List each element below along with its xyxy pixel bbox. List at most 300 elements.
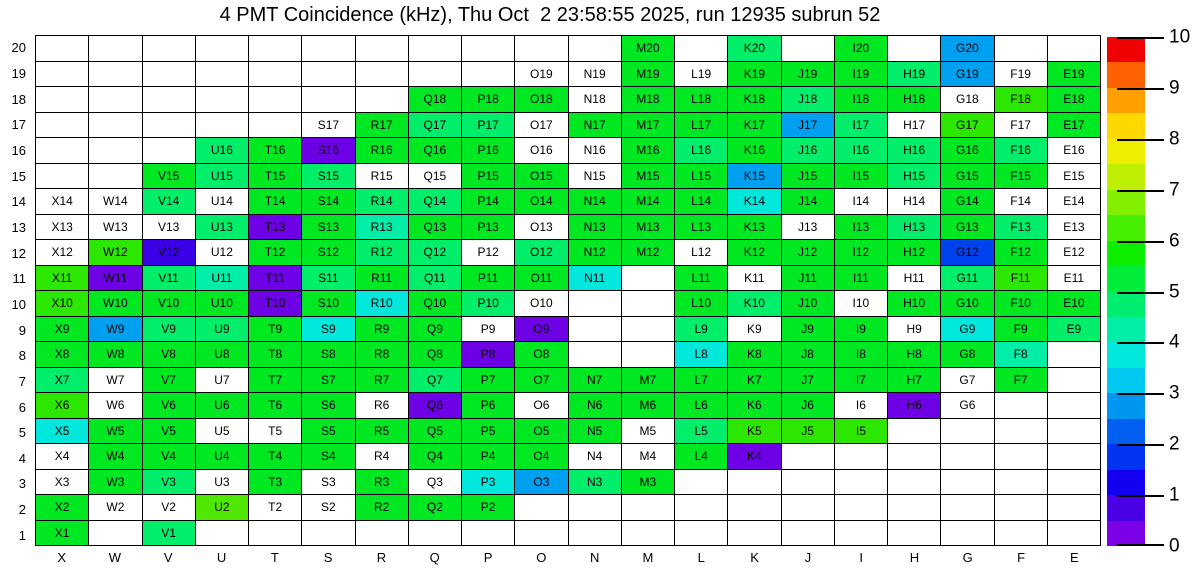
pmt-cell-S2: S2 [302,495,354,520]
pmt-cell-G7: G7 [941,368,993,393]
pmt-cell-empty [143,113,195,138]
x-axis-label: O [536,550,547,565]
pmt-cell-empty [941,521,993,546]
pmt-cell-E19: E19 [1048,62,1100,87]
pmt-cell-R17: R17 [356,113,408,138]
pmt-cell-M4: M4 [622,444,674,469]
pmt-cell-empty [782,470,834,495]
pmt-cell-T10: T10 [249,291,301,316]
pmt-cell-R16: R16 [356,138,408,163]
pmt-cell-G9: G9 [941,317,993,342]
pmt-cell-H15: H15 [888,164,940,189]
pmt-cell-empty [1048,444,1100,469]
pmt-cell-K20: K20 [728,36,780,61]
pmt-cell-F8: F8 [995,342,1047,367]
x-axis-label: P [483,550,493,565]
pmt-cell-empty [728,470,780,495]
colorbar-tick-label: 10 [1169,26,1191,48]
pmt-cell-empty [835,470,887,495]
pmt-cell-G16: G16 [941,138,993,163]
pmt-cell-N6: N6 [569,393,621,418]
pmt-cell-M6: M6 [622,393,674,418]
pmt-cell-H13: H13 [888,215,940,240]
y-axis-label: 8 [18,348,26,364]
y-axis-label: 13 [11,219,26,235]
pmt-cell-S15: S15 [302,164,354,189]
pmt-cell-empty [196,521,248,546]
pmt-cell-G19: G19 [941,62,993,87]
pmt-cell-empty [888,495,940,520]
pmt-cell-Q14: Q14 [409,189,461,214]
pmt-cell-J10: J10 [782,291,834,316]
pmt-cell-O5: O5 [515,419,567,444]
pmt-cell-K6: K6 [728,393,780,418]
pmt-cell-U9: U9 [196,317,248,342]
pmt-cell-L9: L9 [675,317,727,342]
x-axis-label: W [108,550,122,565]
y-axis-label: 18 [11,91,26,107]
pmt-cell-M16: M16 [622,138,674,163]
pmt-cell-N4: N4 [569,444,621,469]
pmt-cell-M15: M15 [622,164,674,189]
pmt-cell-R11: R11 [356,266,408,291]
pmt-cell-P3: P3 [462,470,514,495]
x-axis-label: G [962,550,973,565]
y-axis-label: 2 [18,502,26,518]
pmt-cell-T12: T12 [249,240,301,265]
pmt-cell-U6: U6 [196,393,248,418]
pmt-cell-K5: K5 [728,419,780,444]
pmt-cell-U14: U14 [196,189,248,214]
colorbar-scale [1107,26,1191,557]
pmt-cell-S13: S13 [302,215,354,240]
pmt-cell-empty [941,495,993,520]
pmt-cell-empty [622,521,674,546]
pmt-cell-U2: U2 [196,495,248,520]
pmt-cell-I12: I12 [835,240,887,265]
pmt-cell-empty [888,36,940,61]
pmt-cell-V1: V1 [143,521,195,546]
pmt-cell-I20: I20 [835,36,887,61]
pmt-cell-H12: H12 [888,240,940,265]
pmt-cell-P17: P17 [462,113,514,138]
pmt-cell-G8: G8 [941,342,993,367]
pmt-cell-O14: O14 [515,189,567,214]
y-axis-label: 7 [18,373,26,389]
pmt-cell-F10: F10 [995,291,1047,316]
pmt-cell-O16: O16 [515,138,567,163]
colorbar-tick-label: 1 [1169,484,1180,506]
y-axis-label: 15 [11,168,26,184]
pmt-cell-N12: N12 [569,240,621,265]
pmt-cell-empty [782,495,834,520]
pmt-cell-I9: I9 [835,317,887,342]
pmt-cell-I18: I18 [835,87,887,112]
x-axis-label: H [909,550,920,565]
pmt-cell-E15: E15 [1048,164,1100,189]
pmt-cell-Q12: Q12 [409,240,461,265]
x-axis-label: S [323,550,333,565]
pmt-cell-I13: I13 [835,215,887,240]
pmt-cell-K18: K18 [728,87,780,112]
pmt-cell-J9: J9 [782,317,834,342]
pmt-cell-empty [622,266,674,291]
pmt-cell-W9: W9 [89,317,141,342]
pmt-cell-empty [409,62,461,87]
chart-title: 4 PMT Coincidence (kHz), Thu Oct 2 23:58:55 2025, run 12935 subrun 52 [219,4,881,26]
pmt-cell-U4: U4 [196,444,248,469]
pmt-cell-T11: T11 [249,266,301,291]
pmt-cell-R6: R6 [356,393,408,418]
pmt-cell-empty [995,495,1047,520]
pmt-cell-empty [36,87,88,112]
pmt-cell-R4: R4 [356,444,408,469]
pmt-cell-K7: K7 [728,368,780,393]
pmt-cell-P6: P6 [462,393,514,418]
pmt-cell-R2: R2 [356,495,408,520]
pmt-cell-empty [89,521,141,546]
colorbar-tick [1117,139,1164,141]
pmt-cell-F12: F12 [995,240,1047,265]
pmt-cell-I19: I19 [835,62,887,87]
pmt-cell-T4: T4 [249,444,301,469]
pmt-cell-I7: I7 [835,368,887,393]
pmt-cell-K10: K10 [728,291,780,316]
pmt-cell-empty [1048,342,1100,367]
pmt-cell-L6: L6 [675,393,727,418]
pmt-cell-Q15: Q15 [409,164,461,189]
pmt-cell-empty [622,317,674,342]
pmt-cell-S16: S16 [302,138,354,163]
pmt-cell-H11: H11 [888,266,940,291]
pmt-cell-empty [302,521,354,546]
y-axis-label: 11 [12,271,26,287]
pmt-cell-O3: O3 [515,470,567,495]
pmt-cell-K8: K8 [728,342,780,367]
pmt-cell-F7: F7 [995,368,1047,393]
pmt-cell-empty [1048,393,1100,418]
pmt-cell-V4: V4 [143,444,195,469]
pmt-cell-Q9: Q9 [409,317,461,342]
pmt-cell-W8: W8 [89,342,141,367]
pmt-cell-U11: U11 [196,266,248,291]
pmt-cell-N14: N14 [569,189,621,214]
x-axis-label: Q [429,550,440,565]
pmt-cell-G15: G15 [941,164,993,189]
colorbar-tick [1117,393,1164,395]
pmt-cell-H10: H10 [888,291,940,316]
pmt-cell-V10: V10 [143,291,195,316]
pmt-cell-O19: O19 [515,62,567,87]
pmt-cell-M5: M5 [622,419,674,444]
pmt-cell-empty [888,470,940,495]
pmt-cell-G10: G10 [941,291,993,316]
pmt-cell-O17: O17 [515,113,567,138]
colorbar-tick-label: 6 [1169,230,1180,252]
pmt-cell-empty [89,164,141,189]
pmt-cell-empty [888,521,940,546]
pmt-cell-W7: W7 [89,368,141,393]
pmt-cell-U8: U8 [196,342,248,367]
x-axis [35,550,1101,565]
pmt-cell-X5: X5 [36,419,88,444]
colorbar-tick-label: 4 [1169,331,1180,353]
pmt-cell-P7: P7 [462,368,514,393]
pmt-cell-T3: T3 [249,470,301,495]
y-axis-label: 1 [18,527,26,543]
pmt-cell-T8: T8 [249,342,301,367]
pmt-cell-X8: X8 [36,342,88,367]
x-axis-label: X [57,550,66,565]
pmt-cell-empty [462,36,514,61]
pmt-cell-O10: O10 [515,291,567,316]
pmt-cell-J8: J8 [782,342,834,367]
pmt-cell-empty [36,164,88,189]
pmt-cell-empty [569,521,621,546]
pmt-cell-empty [835,444,887,469]
pmt-cell-Q13: Q13 [409,215,461,240]
pmt-cell-W11: W11 [89,266,141,291]
pmt-cell-R5: R5 [356,419,408,444]
pmt-cell-G11: G11 [941,266,993,291]
pmt-cell-K15: K15 [728,164,780,189]
pmt-cell-U16: U16 [196,138,248,163]
pmt-cell-O12: O12 [515,240,567,265]
pmt-cell-L16: L16 [675,138,727,163]
pmt-cell-E9: E9 [1048,317,1100,342]
pmt-cell-J12: J12 [782,240,834,265]
pmt-cell-G17: G17 [941,113,993,138]
pmt-cell-O9: O9 [515,317,567,342]
pmt-cell-empty [409,521,461,546]
pmt-cell-R13: R13 [356,215,408,240]
pmt-cell-empty [1048,495,1100,520]
pmt-cell-J5: J5 [782,419,834,444]
pmt-cell-K17: K17 [728,113,780,138]
pmt-cell-O4: O4 [515,444,567,469]
pmt-cell-X3: X3 [36,470,88,495]
colorbar-tick-label: 3 [1169,382,1180,404]
y-axis-label: 4 [18,450,26,466]
pmt-cell-N3: N3 [569,470,621,495]
pmt-cell-I8: I8 [835,342,887,367]
pmt-cell-K16: K16 [728,138,780,163]
pmt-cell-empty [462,521,514,546]
pmt-cell-empty [728,495,780,520]
pmt-cell-R8: R8 [356,342,408,367]
pmt-cell-M19: M19 [622,62,674,87]
pmt-cell-Q10: Q10 [409,291,461,316]
pmt-cell-U10: U10 [196,291,248,316]
colorbar-tick-label: 7 [1169,179,1180,201]
pmt-cell-P4: P4 [462,444,514,469]
pmt-cell-empty [249,87,301,112]
pmt-cell-E16: E16 [1048,138,1100,163]
pmt-cell-T15: T15 [249,164,301,189]
pmt-cell-Q2: Q2 [409,495,461,520]
pmt-cell-L5: L5 [675,419,727,444]
pmt-cell-J18: J18 [782,87,834,112]
pmt-cell-S12: S12 [302,240,354,265]
pmt-cell-W12: W12 [89,240,141,265]
pmt-cell-empty [622,291,674,316]
pmt-cell-W3: W3 [89,470,141,495]
pmt-cell-W5: W5 [89,419,141,444]
pmt-cell-W2: W2 [89,495,141,520]
pmt-cell-T2: T2 [249,495,301,520]
pmt-cell-F17: F17 [995,113,1047,138]
pmt-cell-empty [89,113,141,138]
x-axis-label: M [642,550,654,565]
pmt-cell-Q18: Q18 [409,87,461,112]
pmt-cell-R15: R15 [356,164,408,189]
pmt-cell-L7: L7 [675,368,727,393]
pmt-cell-P10: P10 [462,291,514,316]
pmt-cell-S14: S14 [302,189,354,214]
pmt-cell-S17: S17 [302,113,354,138]
pmt-cell-P14: P14 [462,189,514,214]
colorbar-tick [1117,88,1164,90]
pmt-cell-P15: P15 [462,164,514,189]
pmt-cell-N11: N11 [569,266,621,291]
pmt-cell-E11: E11 [1048,266,1100,291]
pmt-cell-F11: F11 [995,266,1047,291]
pmt-cell-J7: J7 [782,368,834,393]
pmt-cell-J17: J17 [782,113,834,138]
x-axis-label: T [270,550,279,565]
pmt-cell-O8: O8 [515,342,567,367]
pmt-cell-Q7: Q7 [409,368,461,393]
pmt-cell-empty [941,444,993,469]
pmt-cell-empty [302,62,354,87]
pmt-cell-I6: I6 [835,393,887,418]
pmt-cell-S8: S8 [302,342,354,367]
pmt-cell-S11: S11 [302,266,354,291]
pmt-cell-empty [675,36,727,61]
pmt-cell-K11: K11 [728,266,780,291]
pmt-cell-N7: N7 [569,368,621,393]
pmt-cell-empty [622,495,674,520]
colorbar-tick-label: 0 [1169,535,1180,557]
pmt-cell-I16: I16 [835,138,887,163]
pmt-cell-H16: H16 [888,138,940,163]
x-axis-label: K [750,550,759,565]
pmt-cell-H7: H7 [888,368,940,393]
pmt-cell-U15: U15 [196,164,248,189]
pmt-cell-H6: H6 [888,393,940,418]
pmt-cell-U7: U7 [196,368,248,393]
pmt-cell-L14: L14 [675,189,727,214]
pmt-cell-S4: S4 [302,444,354,469]
pmt-cell-P2: P2 [462,495,514,520]
pmt-cell-F15: F15 [995,164,1047,189]
pmt-cell-O13: O13 [515,215,567,240]
pmt-cell-W13: W13 [89,215,141,240]
pmt-cell-S9: S9 [302,317,354,342]
pmt-cell-P11: P11 [462,266,514,291]
pmt-cell-V3: V3 [143,470,195,495]
pmt-cell-empty [782,521,834,546]
pmt-cell-J13: J13 [782,215,834,240]
pmt-cell-empty [196,87,248,112]
pmt-cell-J19: J19 [782,62,834,87]
pmt-cell-K13: K13 [728,215,780,240]
colorbar-tick-label: 9 [1169,77,1180,99]
y-axis-label: 9 [18,322,26,338]
pmt-cell-Q5: Q5 [409,419,461,444]
pmt-cell-N16: N16 [569,138,621,163]
pmt-cell-empty [1048,368,1100,393]
pmt-cell-N15: N15 [569,164,621,189]
pmt-cell-empty [36,36,88,61]
pmt-cell-N5: N5 [569,419,621,444]
pmt-cell-empty [569,495,621,520]
pmt-cell-H9: H9 [888,317,940,342]
pmt-cell-I11: I11 [835,266,887,291]
y-axis-label: 6 [18,399,26,415]
pmt-cell-O15: O15 [515,164,567,189]
pmt-cell-T5: T5 [249,419,301,444]
pmt-cell-F14: F14 [995,189,1047,214]
colorbar-tick [1117,241,1164,243]
pmt-cell-E14: E14 [1048,189,1100,214]
pmt-cell-empty [36,62,88,87]
pmt-cell-G12: G12 [941,240,993,265]
pmt-cell-Q16: Q16 [409,138,461,163]
pmt-cell-O7: O7 [515,368,567,393]
pmt-cell-Q4: Q4 [409,444,461,469]
pmt-cell-empty [196,113,248,138]
pmt-cell-empty [143,36,195,61]
pmt-cell-R14: R14 [356,189,408,214]
x-axis-label: E [1070,550,1079,565]
pmt-cell-P12: P12 [462,240,514,265]
pmt-cell-P13: P13 [462,215,514,240]
pmt-cell-P8: P8 [462,342,514,367]
pmt-cell-Q3: Q3 [409,470,461,495]
pmt-cell-V15: V15 [143,164,195,189]
pmt-cell-empty [356,87,408,112]
pmt-cell-H8: H8 [888,342,940,367]
colorbar-tick [1117,37,1164,39]
y-axis-label: 5 [18,425,26,441]
pmt-cell-N19: N19 [569,62,621,87]
x-axis-label: R [376,550,387,565]
x-axis-label: J [804,550,812,565]
pmt-cell-J16: J16 [782,138,834,163]
pmt-cell-V9: V9 [143,317,195,342]
colorbar-tick [1117,544,1164,546]
pmt-cell-Q11: Q11 [409,266,461,291]
pmt-cell-V13: V13 [143,215,195,240]
colorbar-tick-label: 2 [1169,433,1180,455]
pmt-cell-K19: K19 [728,62,780,87]
y-axis-label: 14 [11,194,26,210]
pmt-cell-empty [36,138,88,163]
pmt-cell-M20: M20 [622,36,674,61]
pmt-cell-empty [728,521,780,546]
pmt-cell-N13: N13 [569,215,621,240]
pmt-cell-X1: X1 [36,521,88,546]
pmt-cell-O18: O18 [515,87,567,112]
pmt-cell-R3: R3 [356,470,408,495]
x-axis-label: I [859,550,863,565]
pmt-cell-V12: V12 [143,240,195,265]
pmt-cell-empty [89,138,141,163]
pmt-cell-O11: O11 [515,266,567,291]
pmt-cell-J11: J11 [782,266,834,291]
pmt-cell-F16: F16 [995,138,1047,163]
